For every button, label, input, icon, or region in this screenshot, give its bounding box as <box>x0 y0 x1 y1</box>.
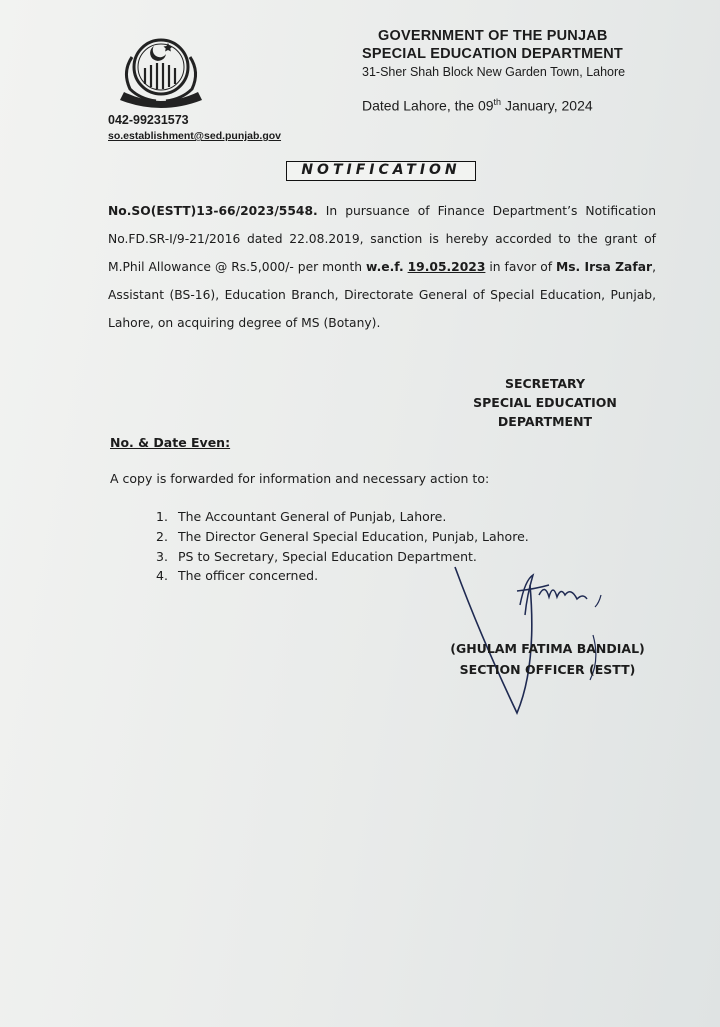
secretary-line-2: SPECIAL EDUCATION <box>473 395 617 410</box>
effective-date: 19.05.2023 <box>407 260 486 274</box>
list-item-number: 2. <box>156 528 168 544</box>
list-item-text: The officer concerned. <box>178 568 319 584</box>
list-item-text: The Director General Special Education, Punjab, Lahore. <box>178 528 529 544</box>
list-item-text: PS to Secretary, Special Education Department. <box>178 548 477 564</box>
employee-name: Ms. Irsa Zafar <box>556 260 653 274</box>
body-text-3: , Assistant (BS-16), Education Branch, Directorate General of Special Education, Punjab, Lahore, on acquiring degree of MS (Botany). <box>108 260 656 330</box>
section-officer-block <box>450 638 645 680</box>
department-address: 31-Sher Shah Block New Garden Town, Lahore <box>362 65 626 79</box>
list-item <box>156 507 529 527</box>
secretary-block <box>470 374 620 431</box>
list-item-number: 3. <box>156 548 168 564</box>
phone-number: 042-99231573 <box>108 113 189 127</box>
department-title: SPECIAL EDUCATION DEPARTMENT <box>362 46 623 62</box>
dated-rest: January, 2024 <box>501 97 593 114</box>
dated-suffix: th <box>493 97 502 107</box>
secretary-line-1: SECRETARY <box>504 376 586 391</box>
dated-prefix: Dated Lahore, the 09 <box>362 97 494 114</box>
list-item-text: The Accountant General of Punjab, Lahore. <box>178 509 447 524</box>
notification-title: NOTIFICATION <box>286 161 476 181</box>
notification-body <box>108 197 656 337</box>
letterhead <box>362 28 625 79</box>
wef-label: w.e.f. <box>366 260 404 274</box>
forward-text: A copy is forwarded for information and necessary action to: <box>110 471 490 486</box>
list-item <box>156 527 529 547</box>
body-text-2: in favor of <box>485 260 556 274</box>
list-item-number: 1. <box>156 509 168 524</box>
number-date-even: No. & Date Even: <box>110 435 231 450</box>
list-item-number: 4. <box>156 568 168 584</box>
body-text-1: In pursuance of Finance Department’s Notification No.FD.SR-I/9-21/2016 dated 22.08.2019, sanction is hereby accorded to the grant of M.Phil Allowance @ Rs.5,000/- per month <box>108 204 656 274</box>
punjab-government-emblem <box>112 32 210 108</box>
officer-title: SECTION OFFICER (ESTT) <box>459 662 636 677</box>
reference-number: No.SO(ESTT)13-66/2023/5548. <box>108 204 318 218</box>
secretary-line-3: DEPARTMENT <box>497 414 593 429</box>
email-address: so.establishment@sed.punjab.gov <box>108 130 282 142</box>
officer-name: (GHULAM FATIMA BANDIAL) <box>450 641 645 656</box>
government-title: GOVERNMENT OF THE PUNJAB <box>378 28 608 44</box>
dated-line <box>362 97 593 114</box>
